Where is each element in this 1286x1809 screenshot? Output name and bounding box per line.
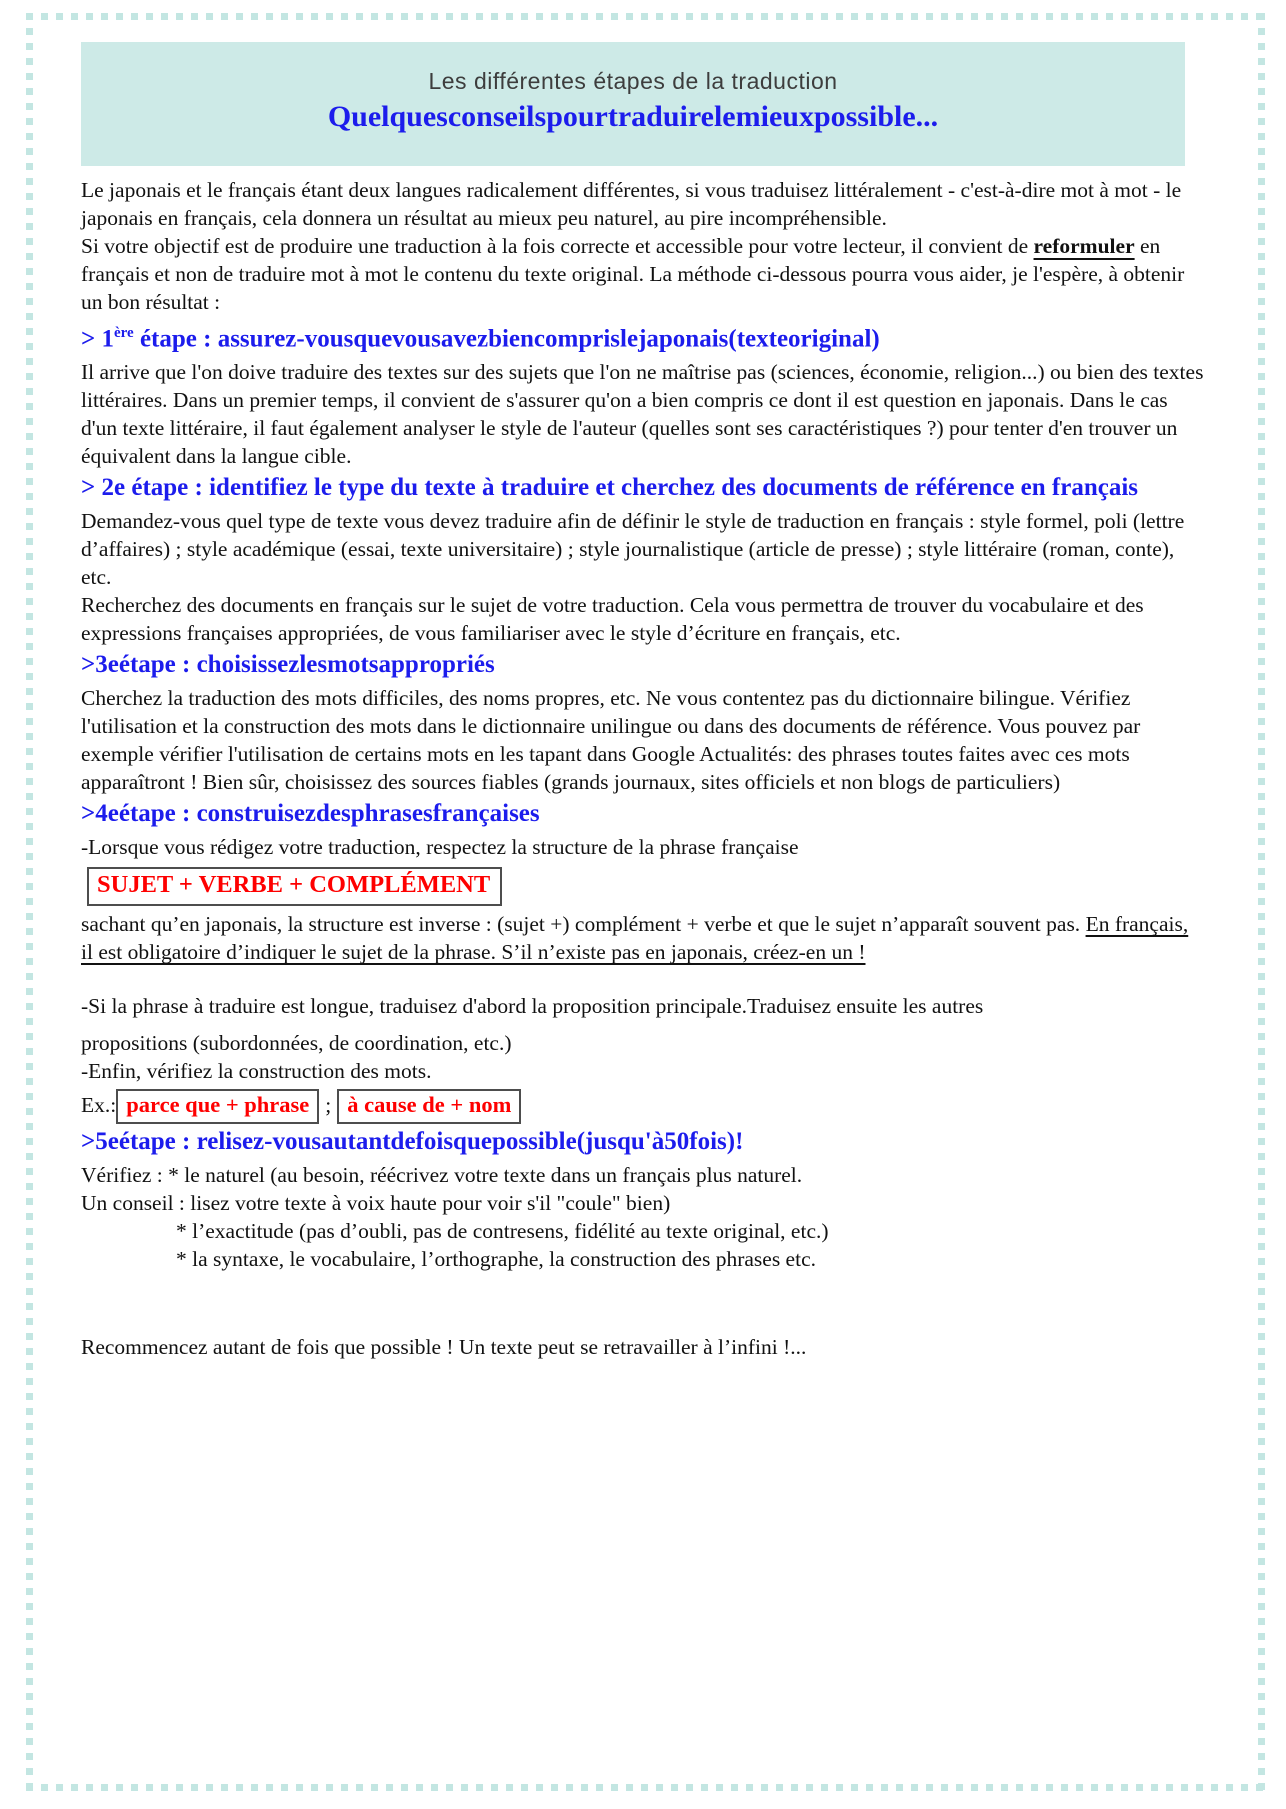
step5-line-1: Vérifiez : * le naturel (au besoin, réécrivez votre texte dans un français plus naturel. (81, 1163, 803, 1188)
example-label: Ex.: (81, 1093, 117, 1118)
step5-line-2: Un conseil : lisez votre texte à voix haute pour voir s'il "coule" bien) (81, 1191, 671, 1216)
step5-line-3: * l’exactitude (pas d’oubli, pas de contresens, fidélité au texte original, etc.) (176, 1219, 829, 1244)
step4-line-1: -Lorsque vous rédigez votre traduction, respectez la structure de la phrase française (81, 835, 799, 860)
intro-line-2 (81, 232, 1205, 316)
example-box-2: à cause de + nom (337, 1089, 521, 1124)
step4-line-5: -Enfin, vérifiez la construction des mots. (81, 1059, 432, 1084)
step4-line-4: propositions (subordonnées, de coordination, etc.) (81, 1031, 512, 1056)
step1-heading-rest: étape : assurez-vousquevousavezbiencomprislejaponais(texteoriginal) (133, 325, 880, 353)
intro-line-2-after: en français et non de traduire mot à mot le contenu du texte original. La méthode ci-dessous pourra vous aider, je l'espère, à obtenir un bon résultat : (81, 234, 1185, 314)
step2-body-2: Recherchez des documents en français sur le sujet de votre traduction. Cela vous permettra de trouver du vocabulaire et des expressions françaises appropriées, de vous familiariser avec le style d’écriture en français, etc. (81, 593, 1144, 646)
page-border-top (26, 13, 1266, 20)
page-border-left (26, 13, 33, 1793)
page-border-right (1258, 13, 1265, 1793)
step4-example-row (81, 1089, 1205, 1124)
page-subtitle: Les différentes étapes de la traduction (428, 68, 838, 94)
step1-heading-prefix: > 1 (81, 325, 114, 353)
closing-line: Recommencez autant de fois que possible ! Un texte peut se retravailler à l’infini !... (81, 1335, 807, 1360)
step4-formula-row (81, 861, 1205, 910)
document-body (81, 42, 1205, 1361)
example-separator: ; (325, 1093, 332, 1118)
step4-heading: >4eétape : construisezdesphrasesfrançaises (81, 800, 540, 828)
step4-underlined-rule: En français, il est obligatoire d’indiquer le sujet de la phrase. S’il n’existe pas en japonais, créez-en un ! (81, 912, 1189, 965)
step4-line-2-before: sachant qu’en japonais, la structure est inverse : (sujet +) complément + verbe et que le sujet n’apparaît souvent pas. (81, 912, 1086, 937)
page-title: Quelquesconseilspourtraduirelemieuxpossible... (327, 100, 939, 133)
page-border-bottom (26, 1784, 1266, 1791)
step2-heading: > 2e étape : identifiez le type du texte à traduire et cherchez des documents de référence en français (81, 474, 1139, 502)
step3-body: Cherchez la traduction des mots difficiles, des noms propres, etc. Ne vous contentez pas du dictionnaire bilingue. Vérifiez l'utilisation et la construction des mots dans le dictionnaire unilingue ou dans des documents de référence. Vous pouvez par exemple vérifier l'utilisation de certains mots en les tapant dans Google Actualités: des phrases toutes faites avec ces mots apparaîtront ! Bien sûr, choisissez des sources fiables (grands journaux, sites officiels et non blogs de particuliers) (81, 686, 1141, 795)
intro-bold-word: reformuler (1033, 234, 1135, 258)
example-box-1: parce que + phrase (116, 1089, 319, 1124)
step1-body: Il arrive que l'on doive traduire des textes sur des sujets que l'on ne maîtrise pas (sciences, économie, religion...) ou bien des textes littéraires. Dans un premier temps, il convient de s'assurer qu'on a bien compris ce dont il est question en japonais. Dans le cas d'un texte littéraire, il faut également analyser le style de l'auteur (quelles sont ses caractéristiques ?) pour tenter d'en trouver un équivalent dans la langue cible. (81, 360, 1204, 469)
step5-heading: >5eétape : relisez-vousautantdefoisquepossible(jusqu'à50fois)! (81, 1128, 744, 1156)
intro-paragraph (81, 176, 1205, 316)
step4-line-3: -Si la phrase à traduire est longue, traduisez d'abord la proposition principale.Traduisez ensuite les autres (81, 994, 984, 1019)
step3-heading: >3eétape : choisissezlesmotsappropriés (81, 651, 495, 679)
formula-box: SUJET + VERBE + COMPLÉMENT (87, 867, 502, 906)
step4-line-2 (81, 910, 1205, 966)
step1-heading (81, 316, 1205, 356)
intro-line-2-before: Si votre objectif est de produire une traduction à la fois correcte et accessible pour votre lecteur, il convient de (81, 234, 1034, 258)
step5-line-4: * la syntaxe, le vocabulaire, l’orthographe, la construction des phrases etc. (176, 1247, 816, 1272)
intro-line-1: Le japonais et le français étant deux langues radicalement différentes, si vous traduisez littéralement - c'est-à-dire mot à mot - le japonais en français, cela donnera un résultat au mieux peu naturel, au pire incompréhensible. (81, 178, 1182, 230)
step2-body-1: Demandez-vous quel type de texte vous devez traduire afin de définir le style de traduction en français : style formel, poli (lettre d’affaires) ; style académique (essai, texte universitaire) ; style journalistique (article de presse) ; style littéraire (roman, conte), etc. (81, 509, 1185, 590)
step1-heading-superscript: ère (114, 325, 134, 341)
header-box (81, 42, 1185, 166)
